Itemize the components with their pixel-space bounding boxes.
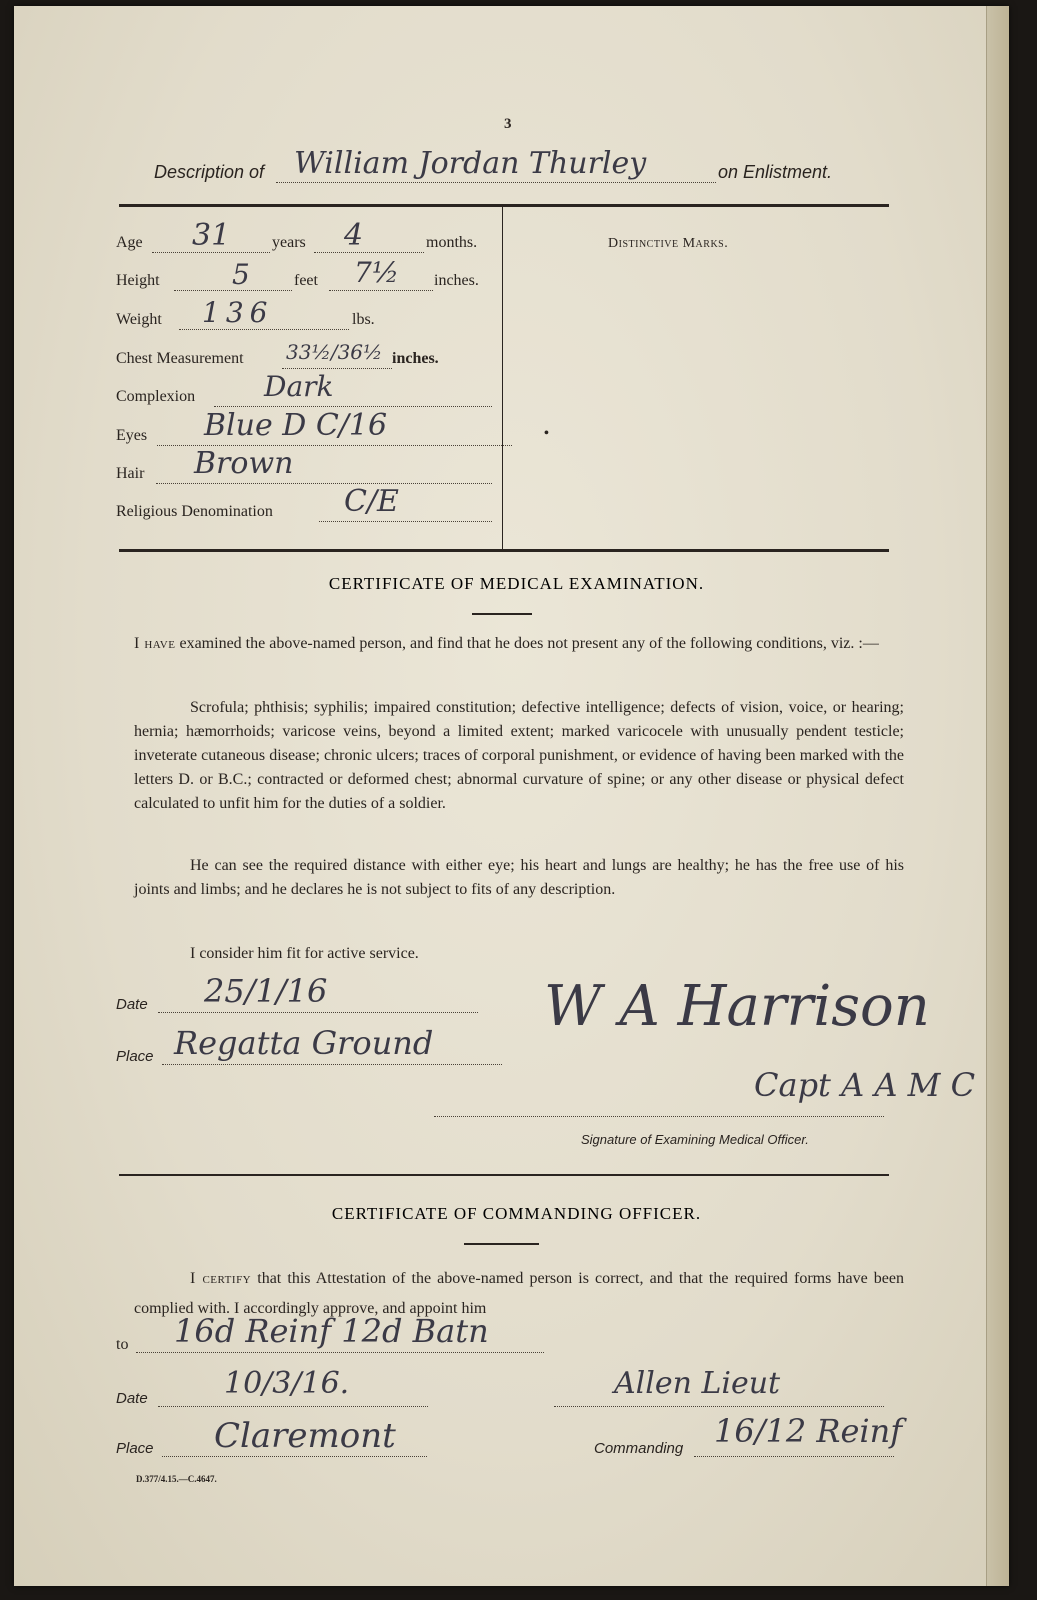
commanding-heading: CERTIFICATE OF COMMANDING OFFICER.	[331, 1204, 702, 1223]
medical-heading: CERTIFICATE OF MEDICAL EXAMINATION.	[328, 574, 705, 593]
medical-paragraph-4: I consider him fit for active service.	[190, 945, 419, 962]
complexion-label: Complexion	[116, 388, 196, 405]
feet-label: feet	[294, 272, 318, 289]
height-inches-line	[329, 290, 433, 291]
medical-place-value: Regatta Ground	[174, 1024, 434, 1062]
top-rule	[119, 204, 889, 207]
document-page	[14, 6, 1009, 1586]
section-divider	[119, 1174, 889, 1176]
medical-paragraph-1	[134, 632, 904, 656]
religion-label: Religious Denomination	[116, 503, 273, 520]
commanding-lead: I certify	[190, 1270, 252, 1287]
chest-line	[282, 368, 392, 369]
title-suffix: on Enlistment.	[718, 162, 833, 182]
commanding-unit-value: 16/12 Reinf	[714, 1412, 903, 1450]
page-number: 3	[504, 116, 512, 132]
religion-value: C/E	[344, 484, 399, 519]
months-label: months.	[426, 234, 478, 251]
medical-date-label: Date	[116, 996, 148, 1013]
complexion-line	[214, 406, 492, 407]
distinctive-marks-label: Distinctive Marks.	[608, 236, 729, 251]
form-code: D.377/4.15.—C.4647.	[136, 1474, 217, 1484]
commanding-date-line	[158, 1406, 428, 1407]
commanding-heading-underline	[464, 1243, 539, 1245]
commanding-p1-text: that this Attestation of the above-named person is correct, and that the required forms have been complied with. I accordingly approve, and appoint him	[134, 1270, 905, 1317]
title-name-line	[276, 182, 716, 183]
age-years: 31	[192, 218, 231, 253]
lbs-label: lbs.	[352, 311, 375, 328]
hair-value: Brown	[194, 446, 294, 481]
medical-officer-signature: W A Harrison	[544, 974, 930, 1039]
commanding-date-label: Date	[116, 1390, 148, 1407]
weight-line	[179, 329, 349, 330]
commanding-date-value: 10/3/16.	[224, 1366, 350, 1401]
years-label: years	[272, 234, 306, 251]
inches-label: inches.	[434, 272, 479, 289]
medical-signature-caption: Signature of Examining Medical Officer.	[581, 1132, 809, 1147]
medical-heading-underline	[472, 613, 532, 615]
eyes-label: Eyes	[116, 427, 148, 444]
medical-paragraph-3: He can see the required distance with either eye; his heart and lungs are healthy; he has the free use of his joints and limbs; and he declares he is not subject to fits of any description.	[134, 857, 904, 898]
commanding-place-value: Claremont	[214, 1416, 396, 1456]
hair-label: Hair	[116, 465, 145, 482]
medical-officer-rank: Capt A A M C	[754, 1066, 976, 1104]
medical-signature-line	[434, 1116, 884, 1117]
commanding-place-label: Place	[116, 1440, 154, 1457]
medical-lead: I have	[134, 635, 176, 652]
age-months: 4	[344, 218, 364, 253]
weight-label: Weight	[116, 311, 162, 328]
height-label: Height	[116, 272, 160, 289]
religion-line	[319, 521, 492, 522]
height-inches: 7½	[354, 256, 399, 289]
medical-date-value: 25/1/16	[204, 972, 328, 1010]
medical-place-line	[162, 1064, 502, 1065]
height-feet: 5	[232, 258, 250, 291]
vertical-divider	[502, 207, 503, 551]
weight-value: 136	[202, 296, 274, 329]
medical-paragraph-2: Scrofula; phthisis; syphilis; impaired constitution; defective intelligence; defects of vision, voice, or hearing; hernia; hæmorrhoids; varicose veins, beyond a limited extent; marked varicocele with unusually pendent testicle; inveterate cutaneous disease; chronic ulcers; traces of corporal punishment, or evidence of having been marked with the letters D. or B.C.; contracted or deformed chest; abnormal curvature of spine; or any other disease or physical defect calculated to unfit him for the duties of a soldier.	[134, 699, 904, 812]
commanding-unit-line	[694, 1456, 894, 1457]
chest-label: Chest Measurement	[116, 350, 244, 367]
to-label: to	[116, 1336, 129, 1353]
enlistee-name: William Jordan Thurley	[294, 146, 647, 181]
medical-place-label: Place	[116, 1048, 154, 1065]
title-prefix: Description of	[154, 162, 265, 182]
medical-p1-text: examined the above-named person, and find that he does not present any of the following conditions, viz. :—	[175, 635, 879, 652]
age-months-line	[314, 252, 424, 253]
to-line	[136, 1352, 544, 1353]
bottom-rule	[119, 549, 889, 552]
eyes-value: Blue D C/16	[204, 408, 388, 443]
complexion-value: Dark	[264, 370, 334, 403]
commanding-signature-line	[554, 1406, 884, 1407]
stray-mark: •	[544, 426, 549, 441]
age-label: Age	[116, 234, 143, 251]
to-value: 16d Reinf 12d Batn	[174, 1312, 489, 1350]
commanding-label: Commanding	[594, 1440, 684, 1457]
medical-date-line	[158, 1012, 478, 1013]
commanding-officer-signature: Allen Lieut	[614, 1366, 781, 1401]
hair-line	[156, 483, 492, 484]
chest-unit: inches.	[392, 350, 439, 367]
commanding-place-line	[162, 1456, 427, 1457]
chest-value: 33½/36½	[286, 340, 383, 364]
page-edge	[986, 6, 1009, 1586]
